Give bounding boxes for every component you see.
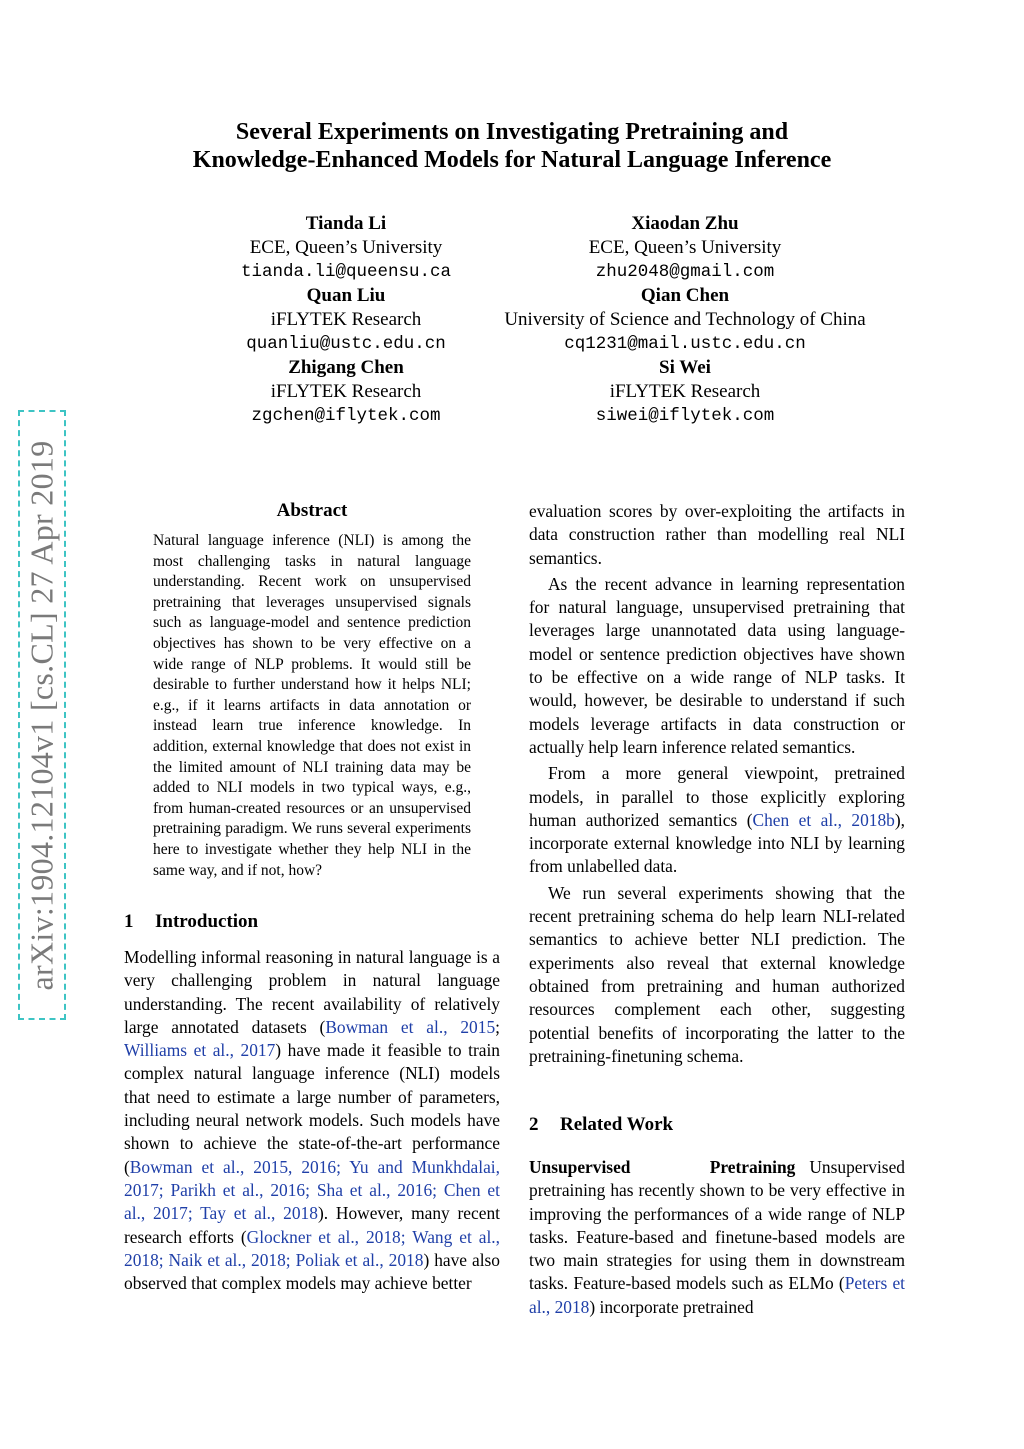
- paragraph-title: Unsupervised Pretraining: [529, 1157, 796, 1177]
- author-block: [205, 284, 487, 356]
- text-run: ) have also observed that complex models may achieve better: [124, 1249, 500, 1294]
- citation-link[interactable]: Williams et al., 2017: [124, 1040, 276, 1061]
- text-run: Modelling informal reasoning in natural language is a very challenging problem in natural language understanding. The recent availability of relatively large annotated datasets (: [124, 947, 500, 1037]
- text-run: Unsupervised pretraining has recently shown to be very effective in improving the performances of a wide range of NLP tasks. Feature-based and finetune-based models are two main strategies for using them in downstream tasks. Feature-based models such as ELMo (: [529, 1157, 905, 1294]
- text-run: ) incorporate pretrained: [589, 1296, 754, 1317]
- right-column-body: [529, 500, 905, 1068]
- text-run: ;: [495, 1016, 500, 1037]
- author-affiliation: ECE, Queen’s University: [588, 237, 782, 258]
- author-affiliation: iFLYTEK Research: [270, 309, 422, 330]
- author-affiliation: iFLYTEK Research: [609, 381, 761, 402]
- author-email: zgchen@iflytek.com: [251, 406, 441, 426]
- author-block: [470, 356, 900, 428]
- author-name: Quan Liu: [306, 285, 386, 306]
- author-block: [205, 212, 487, 284]
- author-name: Si Wei: [659, 357, 711, 378]
- author-block: [470, 212, 900, 284]
- title-line-2: Knowledge-Enhanced Models for Natural Language Inference: [192, 147, 832, 173]
- author-affiliation: University of Science and Technology of China: [504, 309, 866, 330]
- text-run: ) have made it feasible to train complex natural language inference (NLI) models that need to estimate a large number of parameters, including neural network models. Such models have shown to achieve the state-of-the-art performance (: [124, 1040, 501, 1177]
- section-number: 1: [124, 911, 134, 932]
- title-line-1: Several Experiments on Investigating Pretraining and: [235, 119, 789, 145]
- section-number: 2: [529, 1114, 539, 1135]
- citation-link[interactable]: Chen et al., 2018b: [752, 809, 895, 830]
- section-heading-introduction: [124, 910, 258, 934]
- author-name: Xiaodan Zhu: [631, 213, 739, 234]
- introduction-body: [124, 946, 500, 1295]
- section-heading-related-work: [529, 1113, 673, 1137]
- citation-link[interactable]: Peters et al., 2018: [529, 1273, 905, 1317]
- author-email: zhu2048@gmail.com: [595, 262, 775, 282]
- paragraph: As the recent advance in learning representation for natural language, unsupervised pretraining that leverages large unannotated data using language-model or sentence prediction objectives have shown to be effective on a wide range of NLP tasks. It would, however, be desirable to understand if such models leverage artifacts in data construction or actually help learn inference related semantics.: [529, 573, 905, 757]
- paragraph: [529, 1156, 905, 1319]
- paragraph: [529, 762, 905, 878]
- text-run: From a more general viewpoint, pretrained models, in parallel to those explicitly exploring human authorized semantics (: [529, 763, 905, 830]
- citation-link[interactable]: Bowman et al., 2015: [325, 1016, 496, 1037]
- authors-left-column: [205, 212, 487, 428]
- paragraph: [124, 946, 500, 1295]
- text-run: ). However, many recent research efforts (: [124, 1203, 500, 1247]
- arxiv-stamp-text: arXiv:1904.12104v1 [cs.CL] 27 Apr 2019: [23, 439, 60, 991]
- abstract-heading: Abstract: [276, 500, 348, 521]
- paragraph: We run several experiments showing that the recent pretraining schema do help learn NLI-related semantics to achieve better NLI prediction. The experiments also reveal that external knowledge obtained from pretraining and human authorized resources complement each other, suggesting potential benefits of incorporating the latter to the pretraining-finetuning schema.: [529, 882, 905, 1066]
- author-block: [205, 356, 487, 428]
- author-email: quanliu@ustc.edu.cn: [246, 334, 446, 354]
- section-title: Related Work: [560, 1114, 674, 1135]
- related-work-body: [529, 1156, 905, 1319]
- citation-link[interactable]: Bowman et al., 2015, 2016; Yu and Munkhdalai, 2017; Parikh et al., 2016; Sha et al., 2016; Chen et al., 2017; Tay et al., 2018: [124, 1156, 500, 1224]
- paper-title: [0, 118, 1024, 174]
- text-run: ), incorporate external knowledge into NLI by learning from unlabelled data.: [529, 809, 905, 877]
- author-email: tianda.li@queensu.ca: [240, 262, 452, 282]
- author-name: Qian Chen: [640, 285, 730, 306]
- abstract-text: Natural language inference (NLI) is among the most challenging tasks in natural language understanding. Recent work on unsupervised pretraining that leverages unsupervised signals such as language-model and sentence prediction objectives has shown to be very effective on a wide range of NLP problems. It would still be desirable to further understand how it helps NLI; e.g., if it learns artifacts in data annotation or instead learn true inference knowledge. In addition, external knowledge that does not exist in the limited amount of NLI training data may be added to NLI models in two typical ways, e.g., from human-created resources or an unsupervised pretraining paradigm. We runs several experiments here to investigate whether they help NLI in the same way, and if not, how?: [153, 532, 471, 879]
- author-email: cq1231@mail.ustc.edu.cn: [564, 334, 806, 354]
- citation-link[interactable]: Glockner et al., 2018; Wang et al., 2018; Naik et al., 2018; Poliak et al., 2018: [124, 1226, 500, 1270]
- author-block: [470, 284, 900, 356]
- section-title: Introduction: [155, 911, 259, 932]
- paragraph: evaluation scores by over-exploiting the artifacts in data construction rather than modelling real NLI semantics.: [529, 501, 905, 568]
- author-email: siwei@iflytek.com: [595, 406, 775, 426]
- author-affiliation: iFLYTEK Research: [270, 381, 422, 402]
- author-name: Tianda Li: [305, 213, 387, 234]
- author-name: Zhigang Chen: [288, 357, 404, 378]
- authors-right-column: [470, 212, 900, 428]
- arxiv-stamp: [18, 410, 66, 1020]
- author-affiliation: ECE, Queen’s University: [249, 237, 443, 258]
